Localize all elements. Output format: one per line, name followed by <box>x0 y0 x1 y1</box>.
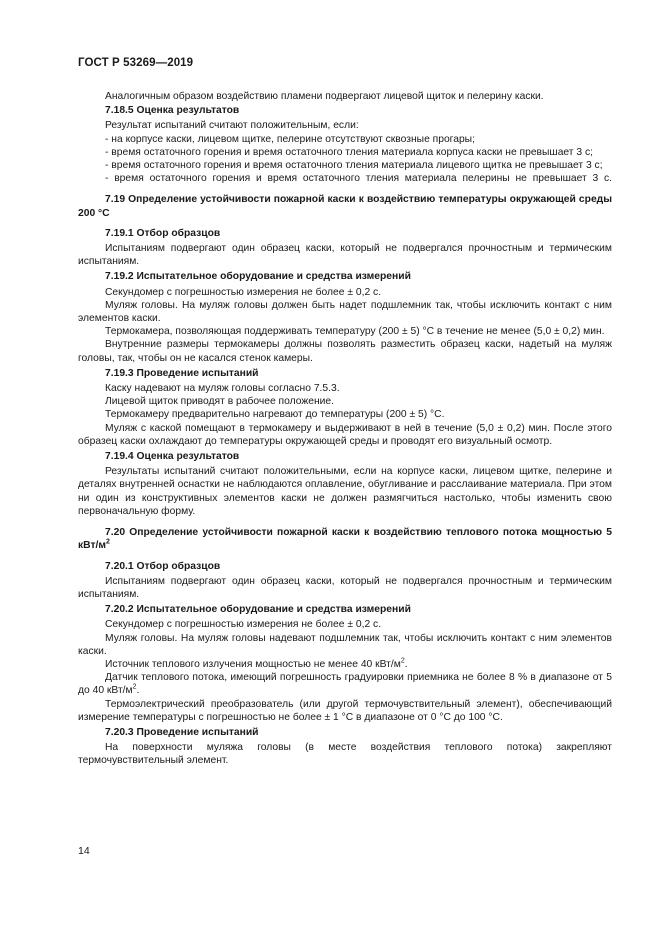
paragraph: Аналогичным образом воздействию пламени подвергают лицевой щиток и пелерину каски. <box>105 91 544 102</box>
section-heading-7-19-1: 7.19.1 Отбор образцов <box>105 227 221 239</box>
paragraph: Муляж головы. На муляж головы должен быть надет подшлемник так, чтобы исключить контакт с ним элементов каски. <box>78 299 612 325</box>
paragraph-text: Источник теплового излучения мощностью не менее 40 кВт/м <box>105 658 401 670</box>
paragraph: Испытаниям подвергают один образец каски, который не подвергался прочностным и термическим испытаниям. <box>78 575 612 600</box>
list-item: - на корпусе каски, лицевом щитке, пелерине отсутствуют сквозные прогары; <box>105 133 475 145</box>
paragraph: Термоэлектрический преобразователь (или другой термочувствительный элемент), обеспечивающий измерение температуры с погрешностью не более ± 1 °С в диапазоне от 0 °С до 100 °С. <box>78 698 612 723</box>
section-heading-7-20-3: 7.20.3 Проведение испытаний <box>105 726 259 738</box>
document-body <box>78 90 612 768</box>
section-heading-7-19-2: 7.19.2 Испытательное оборудование и средства измерений <box>105 271 411 283</box>
list-item: - время остаточного горения и время остаточного тления материала корпуса каски не превышает 3 с; <box>105 146 593 158</box>
paragraph: Секундомер с погрешностью измерения не более ± 0,2 с. <box>105 286 382 298</box>
section-heading-7-20-1: 7.20.1 Отбор образцов <box>105 560 221 572</box>
unit-superscript: 2 <box>132 683 137 691</box>
paragraph: Термокамеру предварительно нагревают до температуры (200 ± 5) °С. <box>105 409 445 421</box>
paragraph: Результат испытаний считают положительным, если: <box>105 120 359 132</box>
paragraph-text: Датчик теплового потока, имеющий погрешность градуировки приемника не более 8 % в диапазоне от 5 до 40 кВт/м <box>78 672 612 697</box>
section-heading-7-19: 7.19 Определение устойчивости пожарной каски к воздействию температуры окружающей среды 200 °С <box>78 194 612 219</box>
paragraph: Термокамера, позволяющая поддерживать температуру (200 ± 5) °С в течение не менее (5,0 ± 0,2) мин. <box>105 326 605 338</box>
section-heading-7-18-5: 7.18.5 Оценка результатов <box>105 105 240 117</box>
paragraph <box>78 671 612 697</box>
page-number: 14 <box>78 845 90 857</box>
paragraph: Лицевой щиток приводят в рабочее положение. <box>105 396 335 408</box>
section-heading-7-19-3: 7.19.3 Проведение испытаний <box>105 367 259 379</box>
paragraph: Секундомер с погрешностью измерения не более ± 0,2 с. <box>105 619 382 631</box>
unit-superscript: 2 <box>105 538 110 546</box>
paragraph: Внутренние размеры термокамеры должны позволять разместить образец каски, надетый на муляж головы, так, чтобы он не касался стенок камеры. <box>78 339 612 364</box>
section-heading-7-20 <box>78 526 612 552</box>
paragraph <box>78 658 612 671</box>
section-heading-7-19-4: 7.19.4 Оценка результатов <box>105 451 240 463</box>
paragraph: Результаты испытаний считают положительными, если на корпусе каски, лицевом щитке, пелерине и деталях внутренней оснастки не наблюдаются оплавление, обугливание и расслаивание материала. При этом ни один из конструктивных элементов каски не должен размягчиться настолько, чтобы изменить свою первоначальную форму. <box>78 466 612 517</box>
paragraph-end: . <box>136 685 140 697</box>
document-code: ГОСТ Р 53269—2019 <box>78 57 194 69</box>
paragraph: Испытаниям подвергают один образец каски, который не подвергался прочностным и термическим испытаниям. <box>78 243 612 268</box>
paragraph: Муляж головы. На муляж головы надевают подшлемник так, чтобы исключить контакт с ним элементов каски. <box>78 632 612 657</box>
unit-superscript: 2 <box>400 657 405 665</box>
section-heading-7-20-2: 7.20.2 Испытательное оборудование и средства измерений <box>105 604 411 616</box>
list-item: - время остаточного горения и время остаточного тления материала пелерины не превышает 3 с. <box>105 173 612 185</box>
heading-text: 7.20 Определение устойчивости пожарной каски к воздействию теплового потока мощностью 5 кВт/м <box>78 527 612 552</box>
paragraph: Каску надевают на муляж головы согласно 7.5.3. <box>105 383 340 395</box>
list-item: - время остаточного горения и время остаточного тления материала лицевого щитка не превышает 3 с; <box>105 160 603 172</box>
paragraph: Муляж с каской помещают в термокамеру и выдерживают в ней в течение (5,0 ± 0,2) мин. После этого образец каски охлаждают до температуры окружающей среды и проводят его визуальный осмотр. <box>78 422 612 447</box>
paragraph-end: . <box>404 658 408 670</box>
paragraph: На поверхности муляжа головы (в месте воздействия теплового потока) закрепляют термочувствительный элемент. <box>78 742 612 767</box>
